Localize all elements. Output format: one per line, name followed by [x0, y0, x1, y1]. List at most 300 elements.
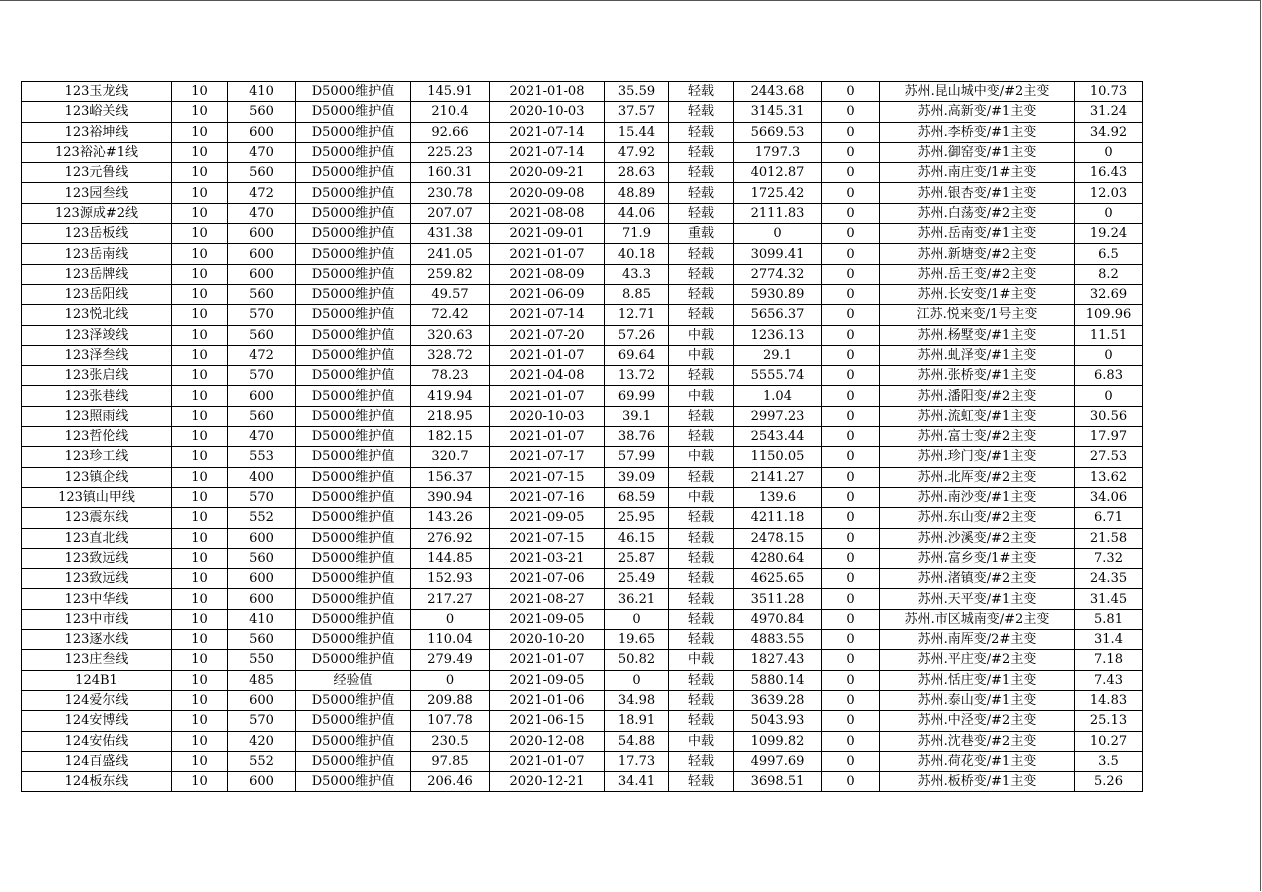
transformer-value-cell: 7.32: [1075, 548, 1143, 568]
voltage-cell: 10: [172, 731, 228, 751]
transformer-cell: 苏州.板桥变/#1主变: [880, 772, 1075, 792]
transformer-cell: 苏州.南厍变/2#主变: [880, 630, 1075, 650]
voltage-cell: 10: [172, 670, 228, 690]
date-cell: 2020-10-20: [490, 630, 605, 650]
value-cell: 0: [822, 163, 880, 183]
source-cell: D5000维护值: [296, 690, 411, 710]
voltage-cell: 10: [172, 528, 228, 548]
rated-current-cell: 600: [228, 589, 296, 609]
current-cell: 241.05: [411, 244, 490, 264]
table-row: [22, 284, 1143, 304]
value-cell: 0: [822, 630, 880, 650]
date-cell: 2021-09-05: [490, 670, 605, 690]
load-rate-cell: 19.65: [605, 630, 669, 650]
load-rate-cell: 57.26: [605, 325, 669, 345]
transformer-value-cell: 0: [1075, 142, 1143, 162]
value-cell: 0: [822, 548, 880, 568]
capacity-cell: 5555.74: [734, 366, 822, 386]
voltage-cell: 10: [172, 284, 228, 304]
transformer-value-cell: 25.13: [1075, 711, 1143, 731]
load-status-cell: 轻载: [669, 305, 734, 325]
rated-current-cell: 472: [228, 183, 296, 203]
table-row: [22, 305, 1143, 325]
transformer-cell: 苏州.白荡变/#2主变: [880, 203, 1075, 223]
current-cell: 431.38: [411, 224, 490, 244]
rated-current-cell: 560: [228, 284, 296, 304]
transformer-value-cell: 8.2: [1075, 264, 1143, 284]
transformer-cell: 苏州.南庄变/1#主变: [880, 163, 1075, 183]
value-cell: 0: [822, 244, 880, 264]
rated-current-cell: 570: [228, 487, 296, 507]
transformer-cell: 苏州.御窑变/#1主变: [880, 142, 1075, 162]
load-rate-cell: 69.64: [605, 345, 669, 365]
load-rate-cell: 18.91: [605, 711, 669, 731]
value-cell: 0: [822, 345, 880, 365]
transformer-cell: 江苏.悦来变/1号主变: [880, 305, 1075, 325]
voltage-cell: 10: [172, 711, 228, 731]
load-status-cell: 轻载: [669, 772, 734, 792]
table-row: [22, 82, 1143, 102]
value-cell: 0: [822, 366, 880, 386]
current-cell: 143.26: [411, 508, 490, 528]
load-rate-cell: 36.21: [605, 589, 669, 609]
capacity-cell: 2478.15: [734, 528, 822, 548]
line-name-cell: 123中华线: [22, 589, 172, 609]
current-cell: 209.88: [411, 690, 490, 710]
transformer-cell: 苏州.南沙变/#1主变: [880, 487, 1075, 507]
current-cell: 230.78: [411, 183, 490, 203]
table-row: [22, 548, 1143, 568]
table-row: [22, 264, 1143, 284]
transformer-cell: 苏州.沈巷变/#2主变: [880, 731, 1075, 751]
current-cell: 390.94: [411, 487, 490, 507]
date-cell: 2021-01-07: [490, 345, 605, 365]
transformer-cell: 苏州.东山变/#2主变: [880, 508, 1075, 528]
transformer-value-cell: 7.18: [1075, 650, 1143, 670]
transformer-value-cell: 5.26: [1075, 772, 1143, 792]
voltage-cell: 10: [172, 406, 228, 426]
load-status-cell: 轻载: [669, 427, 734, 447]
line-name-cell: 123震东线: [22, 508, 172, 528]
load-status-cell: 轻载: [669, 203, 734, 223]
source-cell: D5000维护值: [296, 406, 411, 426]
line-name-cell: 123岳阳线: [22, 284, 172, 304]
date-cell: 2021-09-01: [490, 224, 605, 244]
voltage-cell: 10: [172, 467, 228, 487]
rated-current-cell: 600: [228, 690, 296, 710]
capacity-cell: 2543.44: [734, 427, 822, 447]
load-status-cell: 轻载: [669, 82, 734, 102]
voltage-cell: 10: [172, 427, 228, 447]
capacity-cell: 1150.05: [734, 447, 822, 467]
transformer-cell: 苏州.银杏变/#1主变: [880, 183, 1075, 203]
transformer-cell: 苏州.北厍变/#2主变: [880, 467, 1075, 487]
value-cell: 0: [822, 447, 880, 467]
source-cell: D5000维护值: [296, 447, 411, 467]
transformer-value-cell: 31.45: [1075, 589, 1143, 609]
current-cell: 218.95: [411, 406, 490, 426]
voltage-cell: 10: [172, 690, 228, 710]
data-table: [21, 81, 1143, 792]
current-cell: 225.23: [411, 142, 490, 162]
transformer-value-cell: 12.03: [1075, 183, 1143, 203]
current-cell: 320.7: [411, 447, 490, 467]
value-cell: 0: [822, 386, 880, 406]
load-status-cell: 轻载: [669, 467, 734, 487]
current-cell: 207.07: [411, 203, 490, 223]
current-cell: 145.91: [411, 82, 490, 102]
table-row: [22, 345, 1143, 365]
value-cell: 0: [822, 670, 880, 690]
transformer-value-cell: 10.27: [1075, 731, 1143, 751]
rated-current-cell: 560: [228, 163, 296, 183]
date-cell: 2021-07-17: [490, 447, 605, 467]
line-name-cell: 123源成#2线: [22, 203, 172, 223]
rated-current-cell: 600: [228, 264, 296, 284]
value-cell: 0: [822, 325, 880, 345]
line-name-cell: 123园叁线: [22, 183, 172, 203]
voltage-cell: 10: [172, 609, 228, 629]
date-cell: 2021-08-09: [490, 264, 605, 284]
load-status-cell: 重载: [669, 224, 734, 244]
capacity-cell: 4012.87: [734, 163, 822, 183]
source-cell: D5000维护值: [296, 142, 411, 162]
value-cell: 0: [822, 224, 880, 244]
load-rate-cell: 43.3: [605, 264, 669, 284]
table-row: [22, 711, 1143, 731]
capacity-cell: 5669.53: [734, 122, 822, 142]
voltage-cell: 10: [172, 142, 228, 162]
capacity-cell: 1.04: [734, 386, 822, 406]
load-status-cell: 中载: [669, 731, 734, 751]
source-cell: D5000维护值: [296, 731, 411, 751]
load-status-cell: 轻载: [669, 670, 734, 690]
date-cell: 2021-07-14: [490, 122, 605, 142]
transformer-cell: 苏州.珍门变/#1主变: [880, 447, 1075, 467]
rated-current-cell: 470: [228, 203, 296, 223]
transformer-value-cell: 27.53: [1075, 447, 1143, 467]
source-cell: D5000维护值: [296, 122, 411, 142]
transformer-cell: 苏州.岳王变/#2主变: [880, 264, 1075, 284]
table-body: [22, 82, 1143, 792]
load-rate-cell: 28.63: [605, 163, 669, 183]
rated-current-cell: 410: [228, 609, 296, 629]
table-row: [22, 487, 1143, 507]
date-cell: 2021-01-06: [490, 690, 605, 710]
current-cell: 144.85: [411, 548, 490, 568]
load-rate-cell: 0: [605, 670, 669, 690]
transformer-value-cell: 0: [1075, 345, 1143, 365]
current-cell: 182.15: [411, 427, 490, 447]
line-name-cell: 123裕沁#1线: [22, 142, 172, 162]
current-cell: 0: [411, 670, 490, 690]
date-cell: 2021-01-07: [490, 244, 605, 264]
load-rate-cell: 25.95: [605, 508, 669, 528]
current-cell: 92.66: [411, 122, 490, 142]
line-name-cell: 123照雨线: [22, 406, 172, 426]
value-cell: 0: [822, 102, 880, 122]
source-cell: D5000维护值: [296, 325, 411, 345]
transformer-cell: 苏州.昆山城中变/#2主变: [880, 82, 1075, 102]
value-cell: 0: [822, 183, 880, 203]
current-cell: 230.5: [411, 731, 490, 751]
load-rate-cell: 35.59: [605, 82, 669, 102]
current-cell: 110.04: [411, 630, 490, 650]
source-cell: D5000维护值: [296, 711, 411, 731]
rated-current-cell: 470: [228, 142, 296, 162]
current-cell: 206.46: [411, 772, 490, 792]
rated-current-cell: 552: [228, 751, 296, 771]
value-cell: 0: [822, 508, 880, 528]
capacity-cell: 4883.55: [734, 630, 822, 650]
transformer-cell: 苏州.新塘变/#2主变: [880, 244, 1075, 264]
source-cell: D5000维护值: [296, 508, 411, 528]
load-status-cell: 轻载: [669, 163, 734, 183]
line-name-cell: 123悦北线: [22, 305, 172, 325]
transformer-cell: 苏州.杨墅变/#1主变: [880, 325, 1075, 345]
table-row: [22, 690, 1143, 710]
date-cell: 2021-07-16: [490, 487, 605, 507]
value-cell: 0: [822, 528, 880, 548]
source-cell: D5000维护值: [296, 427, 411, 447]
rated-current-cell: 560: [228, 325, 296, 345]
voltage-cell: 10: [172, 772, 228, 792]
rated-current-cell: 600: [228, 244, 296, 264]
capacity-cell: 3099.41: [734, 244, 822, 264]
rated-current-cell: 560: [228, 548, 296, 568]
rated-current-cell: 570: [228, 366, 296, 386]
line-name-cell: 123泽竣线: [22, 325, 172, 345]
transformer-cell: 苏州.高新变/#1主变: [880, 102, 1075, 122]
capacity-cell: 5880.14: [734, 670, 822, 690]
value-cell: 0: [822, 609, 880, 629]
source-cell: D5000维护值: [296, 548, 411, 568]
capacity-cell: 4625.65: [734, 569, 822, 589]
rated-current-cell: 600: [228, 569, 296, 589]
line-name-cell: 123镇企线: [22, 467, 172, 487]
load-rate-cell: 47.92: [605, 142, 669, 162]
source-cell: D5000维护值: [296, 528, 411, 548]
date-cell: 2021-04-08: [490, 366, 605, 386]
line-name-cell: 123岳板线: [22, 224, 172, 244]
value-cell: 0: [822, 264, 880, 284]
value-cell: 0: [822, 589, 880, 609]
line-name-cell: 123致远线: [22, 548, 172, 568]
capacity-cell: 1797.3: [734, 142, 822, 162]
capacity-cell: 2141.27: [734, 467, 822, 487]
rated-current-cell: 553: [228, 447, 296, 467]
voltage-cell: 10: [172, 650, 228, 670]
source-cell: D5000维护值: [296, 630, 411, 650]
line-name-cell: 123珍工线: [22, 447, 172, 467]
current-cell: 97.85: [411, 751, 490, 771]
transformer-value-cell: 30.56: [1075, 406, 1143, 426]
load-rate-cell: 17.73: [605, 751, 669, 771]
load-status-cell: 轻载: [669, 183, 734, 203]
capacity-cell: 3145.31: [734, 102, 822, 122]
current-cell: 160.31: [411, 163, 490, 183]
table-row: [22, 427, 1143, 447]
transformer-cell: 苏州.泰山变/#1主变: [880, 690, 1075, 710]
table-row: [22, 325, 1143, 345]
table-row: [22, 406, 1143, 426]
date-cell: 2021-01-07: [490, 751, 605, 771]
voltage-cell: 10: [172, 386, 228, 406]
transformer-value-cell: 11.51: [1075, 325, 1143, 345]
load-status-cell: 轻载: [669, 630, 734, 650]
table-row: [22, 508, 1143, 528]
transformer-cell: 苏州.虬泽变/#1主变: [880, 345, 1075, 365]
capacity-cell: 4997.69: [734, 751, 822, 771]
current-cell: 328.72: [411, 345, 490, 365]
source-cell: D5000维护值: [296, 366, 411, 386]
table-row: [22, 244, 1143, 264]
transformer-cell: 苏州.市区城南变/#2主变: [880, 609, 1075, 629]
load-status-cell: 轻载: [669, 406, 734, 426]
load-rate-cell: 0: [605, 609, 669, 629]
value-cell: 0: [822, 82, 880, 102]
voltage-cell: 10: [172, 325, 228, 345]
voltage-cell: 10: [172, 183, 228, 203]
value-cell: 0: [822, 772, 880, 792]
transformer-value-cell: 6.83: [1075, 366, 1143, 386]
rated-current-cell: 485: [228, 670, 296, 690]
load-status-cell: 中载: [669, 487, 734, 507]
table-row: [22, 183, 1143, 203]
load-rate-cell: 48.89: [605, 183, 669, 203]
value-cell: 0: [822, 751, 880, 771]
line-name-cell: 123岳南线: [22, 244, 172, 264]
transformer-value-cell: 17.97: [1075, 427, 1143, 447]
load-status-cell: 轻载: [669, 102, 734, 122]
line-name-cell: 124百盛线: [22, 751, 172, 771]
current-cell: 72.42: [411, 305, 490, 325]
transformer-value-cell: 5.81: [1075, 609, 1143, 629]
transformer-value-cell: 109.96: [1075, 305, 1143, 325]
table-row: [22, 650, 1143, 670]
table-row: [22, 447, 1143, 467]
line-name-cell: 123哲伦线: [22, 427, 172, 447]
transformer-value-cell: 32.69: [1075, 284, 1143, 304]
source-cell: D5000维护值: [296, 569, 411, 589]
load-status-cell: 轻载: [669, 366, 734, 386]
rated-current-cell: 470: [228, 427, 296, 447]
capacity-cell: 2997.23: [734, 406, 822, 426]
voltage-cell: 10: [172, 447, 228, 467]
current-cell: 320.63: [411, 325, 490, 345]
source-cell: D5000维护值: [296, 305, 411, 325]
value-cell: 0: [822, 122, 880, 142]
date-cell: 2021-09-05: [490, 508, 605, 528]
voltage-cell: 10: [172, 264, 228, 284]
date-cell: 2021-09-05: [490, 609, 605, 629]
capacity-cell: 2111.83: [734, 203, 822, 223]
load-rate-cell: 50.82: [605, 650, 669, 670]
date-cell: 2021-08-27: [490, 589, 605, 609]
voltage-cell: 10: [172, 630, 228, 650]
date-cell: 2020-10-03: [490, 406, 605, 426]
load-status-cell: 中载: [669, 325, 734, 345]
date-cell: 2020-12-08: [490, 731, 605, 751]
transformer-cell: 苏州.李桥变/#1主变: [880, 122, 1075, 142]
load-rate-cell: 38.76: [605, 427, 669, 447]
transformer-value-cell: 31.4: [1075, 630, 1143, 650]
load-rate-cell: 25.49: [605, 569, 669, 589]
date-cell: 2021-01-07: [490, 427, 605, 447]
voltage-cell: 10: [172, 569, 228, 589]
transformer-value-cell: 0: [1075, 386, 1143, 406]
rated-current-cell: 570: [228, 711, 296, 731]
date-cell: 2021-08-08: [490, 203, 605, 223]
voltage-cell: 10: [172, 122, 228, 142]
rated-current-cell: 560: [228, 630, 296, 650]
date-cell: 2021-07-15: [490, 467, 605, 487]
rated-current-cell: 552: [228, 508, 296, 528]
load-rate-cell: 71.9: [605, 224, 669, 244]
load-status-cell: 轻载: [669, 244, 734, 264]
transformer-value-cell: 6.71: [1075, 508, 1143, 528]
line-name-cell: 124板东线: [22, 772, 172, 792]
load-status-cell: 中载: [669, 386, 734, 406]
line-name-cell: 123泽叁线: [22, 345, 172, 365]
voltage-cell: 10: [172, 163, 228, 183]
source-cell: D5000维护值: [296, 284, 411, 304]
transformer-cell: 苏州.岳南变/#1主变: [880, 224, 1075, 244]
current-cell: 107.78: [411, 711, 490, 731]
rated-current-cell: 550: [228, 650, 296, 670]
transformer-value-cell: 10.73: [1075, 82, 1143, 102]
rated-current-cell: 560: [228, 406, 296, 426]
line-name-cell: 124B1: [22, 670, 172, 690]
source-cell: D5000维护值: [296, 589, 411, 609]
voltage-cell: 10: [172, 82, 228, 102]
table-row: [22, 609, 1143, 629]
source-cell: D5000维护值: [296, 82, 411, 102]
date-cell: 2021-07-15: [490, 528, 605, 548]
value-cell: 0: [822, 305, 880, 325]
load-status-cell: 轻载: [669, 589, 734, 609]
load-rate-cell: 25.87: [605, 548, 669, 568]
date-cell: 2021-01-08: [490, 82, 605, 102]
source-cell: D5000维护值: [296, 345, 411, 365]
rated-current-cell: 400: [228, 467, 296, 487]
rated-current-cell: 600: [228, 528, 296, 548]
table-row: [22, 102, 1143, 122]
voltage-cell: 10: [172, 548, 228, 568]
current-cell: 78.23: [411, 366, 490, 386]
source-cell: D5000维护值: [296, 650, 411, 670]
table-row: [22, 142, 1143, 162]
capacity-cell: 5043.93: [734, 711, 822, 731]
value-cell: 0: [822, 142, 880, 162]
load-status-cell: 中载: [669, 650, 734, 670]
line-name-cell: 123元鲁线: [22, 163, 172, 183]
load-rate-cell: 40.18: [605, 244, 669, 264]
rated-current-cell: 600: [228, 224, 296, 244]
voltage-cell: 10: [172, 366, 228, 386]
load-rate-cell: 39.1: [605, 406, 669, 426]
capacity-cell: 2774.32: [734, 264, 822, 284]
load-rate-cell: 44.06: [605, 203, 669, 223]
voltage-cell: 10: [172, 487, 228, 507]
line-name-cell: 123裕坤线: [22, 122, 172, 142]
load-rate-cell: 46.15: [605, 528, 669, 548]
load-status-cell: 轻载: [669, 284, 734, 304]
source-cell: D5000维护值: [296, 244, 411, 264]
line-name-cell: 123直北线: [22, 528, 172, 548]
current-cell: 152.93: [411, 569, 490, 589]
source-cell: D5000维护值: [296, 163, 411, 183]
